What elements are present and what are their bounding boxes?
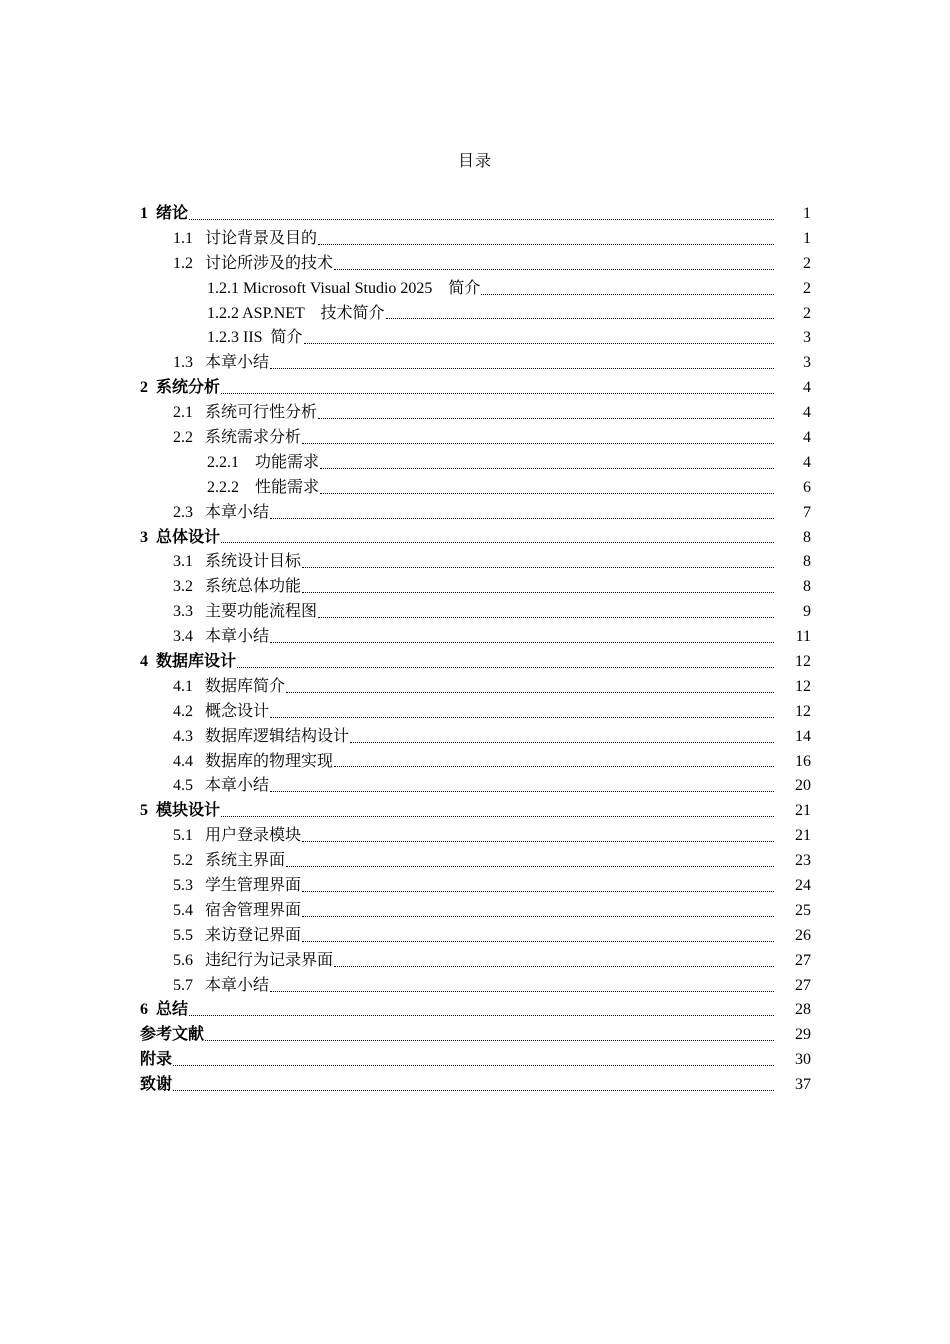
dot-leader <box>270 517 774 519</box>
dot-leader <box>221 392 774 394</box>
toc-entry-label: 3.1 系统设计目标 <box>173 553 302 571</box>
toc-entry-label: 5.2 系统主界面 <box>173 852 286 870</box>
toc-chapter-entry[interactable] <box>140 650 811 675</box>
toc-entry-label: 2.2 系统需求分析 <box>173 429 302 446</box>
toc-section-entry[interactable] <box>140 725 811 750</box>
toc-page-number: 6 <box>803 478 811 496</box>
toc-section-entry[interactable] <box>140 501 811 526</box>
toc-section-entry[interactable] <box>140 426 811 451</box>
toc-subsection-entry[interactable] <box>140 326 811 351</box>
toc-chapter-entry[interactable] <box>140 1048 811 1073</box>
toc-entry-label: 3 总体设计 <box>140 528 221 546</box>
dot-leader <box>334 765 774 767</box>
dot-leader <box>481 293 774 295</box>
toc-entry-label: 5.1 用户登录模块 <box>173 827 302 845</box>
toc-page-number: 8 <box>803 528 811 546</box>
toc-entry-label: 4 数据库设计 <box>140 653 237 671</box>
toc-entry-label: 1.2.1 Microsoft Visual Studio 2025 简介 <box>207 279 481 297</box>
toc-page-number: 16 <box>795 752 811 770</box>
dot-leader <box>320 467 774 469</box>
dot-leader <box>320 492 774 494</box>
toc-section-entry[interactable] <box>140 252 811 277</box>
toc-chapter-entry[interactable] <box>140 202 811 227</box>
toc-section-entry[interactable] <box>140 401 811 426</box>
toc-section-entry[interactable] <box>140 675 811 700</box>
toc-page-number: 3 <box>803 354 811 372</box>
toc-section-entry[interactable] <box>140 700 811 725</box>
toc-page-number: 37 <box>795 1076 811 1094</box>
toc-page-number: 2 <box>803 304 811 322</box>
dot-leader <box>270 716 774 718</box>
dot-leader <box>173 1064 774 1066</box>
toc-section-entry[interactable] <box>140 774 811 799</box>
toc-subsection-entry[interactable] <box>140 277 811 302</box>
toc-entry-label: 附录 <box>140 1051 173 1069</box>
dot-leader <box>318 616 774 618</box>
toc-section-entry[interactable] <box>140 351 811 376</box>
toc-page-number: 23 <box>795 852 811 870</box>
dot-leader <box>205 1039 774 1041</box>
toc-chapter-entry[interactable] <box>140 1023 811 1048</box>
dot-leader <box>270 990 774 992</box>
toc-section-entry[interactable] <box>140 924 811 949</box>
toc-entry-label: 2.1 系统可行性分析 <box>173 404 318 422</box>
toc-entry-label: 3.3 主要功能流程图 <box>173 603 318 621</box>
dot-leader <box>270 367 774 369</box>
toc-section-entry[interactable] <box>140 625 811 650</box>
dot-leader <box>304 342 774 344</box>
dot-leader <box>189 218 774 220</box>
toc-page-number: 12 <box>795 653 811 671</box>
toc-chapter-entry[interactable] <box>140 526 811 551</box>
dot-leader <box>302 566 774 568</box>
toc-section-entry[interactable] <box>140 575 811 600</box>
toc-section-entry[interactable] <box>140 974 811 999</box>
toc-entry-label: 4.4 数据库的物理实现 <box>173 752 334 770</box>
toc-entry-label: 1.2.3 IIS 简介 <box>207 329 303 347</box>
toc-page-number: 2 <box>803 254 811 272</box>
toc-entry-label: 5 模块设计 <box>140 802 221 820</box>
toc-entry-label: 6 总结 <box>140 1001 189 1019</box>
toc-chapter-entry[interactable] <box>140 376 811 401</box>
toc-page-number: 21 <box>795 827 811 845</box>
toc-page-number: 4 <box>803 379 811 397</box>
toc-chapter-entry[interactable] <box>140 999 811 1024</box>
toc-page-number: 8 <box>803 553 811 571</box>
toc-page-number: 1 <box>803 204 811 222</box>
toc-section-entry[interactable] <box>140 824 811 849</box>
toc-page-number: 30 <box>795 1051 811 1069</box>
dot-leader <box>221 815 774 817</box>
dot-leader <box>302 940 774 942</box>
table-of-contents <box>140 202 811 1098</box>
toc-page-number: 12 <box>795 677 811 695</box>
toc-page-number: 25 <box>795 901 811 919</box>
dot-leader <box>302 591 774 593</box>
toc-entry-label: 参考文献 <box>140 1026 205 1044</box>
toc-entry-label: 4.2 概念设计 <box>173 702 270 720</box>
toc-entry-label: 2.2.2 性能需求 <box>207 478 320 496</box>
dot-leader <box>302 840 774 842</box>
toc-page-number: 7 <box>803 503 811 521</box>
dot-leader <box>302 442 774 444</box>
toc-entry-label: 1.2.2 ASP.NET 技术简介 <box>207 304 385 322</box>
dot-leader <box>237 666 774 668</box>
toc-page-number: 28 <box>795 1001 811 1019</box>
toc-page-number: 26 <box>795 926 811 944</box>
toc-title: 目录 <box>457 153 492 170</box>
toc-section-entry[interactable] <box>140 949 811 974</box>
toc-entry-label: 3.4 本章小结 <box>173 628 270 646</box>
toc-entry-label: 2.3 本章小结 <box>173 503 270 521</box>
toc-entry-label: 1.1 讨论背景及目的 <box>173 229 318 247</box>
dot-leader <box>318 417 774 419</box>
dot-leader <box>286 691 774 693</box>
toc-subsection-entry[interactable] <box>140 476 811 501</box>
dot-leader <box>318 243 774 245</box>
dot-leader <box>173 1089 774 1091</box>
dot-leader <box>270 641 774 643</box>
toc-page-number: 4 <box>803 404 811 422</box>
toc-subsection-entry[interactable] <box>140 451 811 476</box>
toc-page-number: 8 <box>803 578 811 596</box>
dot-leader <box>334 268 774 270</box>
toc-section-entry[interactable] <box>140 899 811 924</box>
toc-section-entry[interactable] <box>140 600 811 625</box>
dot-leader <box>350 741 774 743</box>
toc-page-number: 11 <box>795 628 811 646</box>
toc-page-number: 2 <box>803 279 811 297</box>
dot-leader <box>189 1014 774 1016</box>
toc-entry-label: 4.1 数据库简介 <box>173 677 286 695</box>
toc-page-number: 27 <box>795 976 811 994</box>
toc-entry-label: 5.3 学生管理界面 <box>173 877 302 895</box>
toc-page-number: 3 <box>803 329 811 347</box>
toc-page-number: 29 <box>795 1026 811 1044</box>
toc-subsection-entry[interactable] <box>140 302 811 327</box>
dot-leader <box>302 890 774 892</box>
dot-leader <box>386 317 774 319</box>
toc-entry-label: 5.4 宿舍管理界面 <box>173 901 302 919</box>
toc-entry-label: 1 绪论 <box>140 204 189 222</box>
toc-entry-label: 4.5 本章小结 <box>173 777 270 795</box>
toc-entry-label: 5.7 本章小结 <box>173 976 270 994</box>
toc-entry-label: 4.3 数据库逻辑结构设计 <box>173 727 350 745</box>
toc-chapter-entry[interactable] <box>140 799 811 824</box>
dot-leader <box>270 790 774 792</box>
toc-section-entry[interactable] <box>140 849 811 874</box>
toc-entry-label: 2 系统分析 <box>140 379 221 397</box>
toc-page-number: 4 <box>803 453 811 471</box>
dot-leader <box>302 915 774 917</box>
toc-page-number: 12 <box>795 702 811 720</box>
toc-section-entry[interactable] <box>140 750 811 775</box>
toc-chapter-entry[interactable] <box>140 1073 811 1098</box>
toc-page-number: 1 <box>803 229 811 247</box>
toc-section-entry[interactable] <box>140 550 811 575</box>
toc-page-number: 9 <box>803 603 811 621</box>
toc-section-entry[interactable] <box>140 227 811 252</box>
dot-leader <box>286 865 774 867</box>
toc-page-number: 4 <box>803 429 811 446</box>
toc-entry-label: 5.5 来访登记界面 <box>173 926 302 944</box>
toc-entry-label: 致谢 <box>140 1076 173 1094</box>
toc-entry-label: 1.3 本章小结 <box>173 354 270 372</box>
toc-page-number: 14 <box>795 727 811 745</box>
toc-page-number: 21 <box>795 802 811 820</box>
toc-page-number: 20 <box>795 777 811 795</box>
toc-page-number: 27 <box>795 951 811 969</box>
dot-leader <box>334 965 774 967</box>
dot-leader <box>221 541 774 543</box>
toc-entry-label: 5.6 违纪行为记录界面 <box>173 951 334 969</box>
toc-entry-label: 3.2 系统总体功能 <box>173 578 302 596</box>
toc-page-number: 24 <box>795 877 811 895</box>
toc-entry-label: 2.2.1 功能需求 <box>207 453 320 471</box>
toc-section-entry[interactable] <box>140 874 811 899</box>
toc-entry-label: 1.2 讨论所涉及的技术 <box>173 254 334 272</box>
